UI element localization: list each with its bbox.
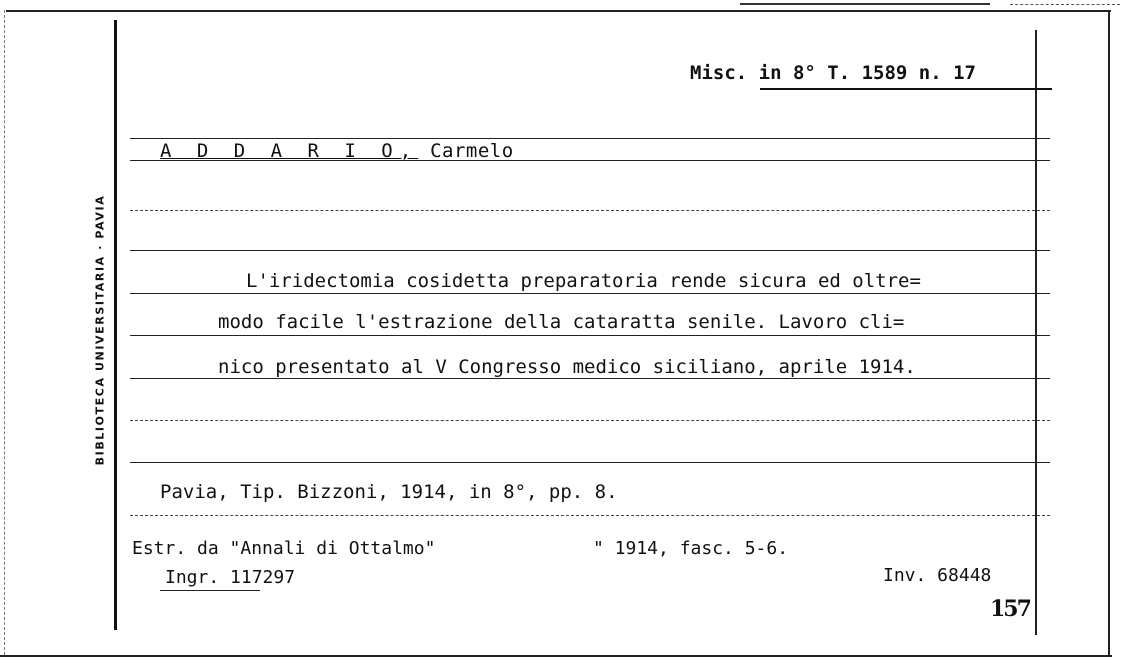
- accession-number: Ingr. 117297: [165, 567, 296, 588]
- left-margin-rule: [114, 20, 117, 630]
- ruled-line: [130, 250, 1050, 251]
- ruled-line: [130, 210, 1050, 211]
- title-line-1: L'iridectomia cosidetta preparatoria rende sicura ed oltre=: [246, 270, 921, 292]
- card-top-edge: [6, 10, 1111, 12]
- imprint: Pavia, Tip. Bizzoni, 1914, in 8°, pp. 8.: [160, 481, 618, 503]
- library-stamp: BIBLIOTECA UNIVERSITARIA · PAVIA: [93, 194, 107, 466]
- shelfmark: Misc. in 8° T. 1589 n. 17: [690, 62, 976, 84]
- title-line-3: nico presentato al V Congresso medico siciliano, aprile 1914.: [218, 356, 916, 378]
- card-bottom-edge: [0, 655, 1112, 657]
- handwritten-annotation: 157: [990, 596, 1030, 622]
- shelfmark-underline: [760, 88, 1052, 90]
- author-given-name: Carmelo: [430, 140, 514, 162]
- ruled-line: [130, 420, 1050, 421]
- extract-issue: " 1914, fasc. 5-6.: [593, 538, 789, 559]
- ruled-line: [130, 138, 1050, 139]
- author: [160, 140, 514, 162]
- card-top-mark: [740, 3, 990, 5]
- card-left-edge: [4, 10, 5, 655]
- card-top-dash: [1010, 4, 1120, 5]
- inventory-number: Inv. 68448: [883, 565, 992, 586]
- right-margin-rule: [1035, 30, 1037, 635]
- author-surname: A D D A R I O,: [160, 140, 419, 162]
- ruled-line: [130, 335, 1050, 336]
- ruled-line: [130, 293, 1050, 294]
- ruled-line: [130, 462, 1050, 463]
- title-line-2: modo facile l'estrazione della cataratta senile. Lavoro cli=: [218, 311, 905, 333]
- ruled-line: [130, 378, 1050, 379]
- ruled-line: [130, 515, 1050, 516]
- card-right-edge: [1108, 10, 1110, 655]
- extract-source: Estr. da "Annali di Ottalmo": [132, 538, 436, 559]
- accession-underline: [160, 590, 260, 591]
